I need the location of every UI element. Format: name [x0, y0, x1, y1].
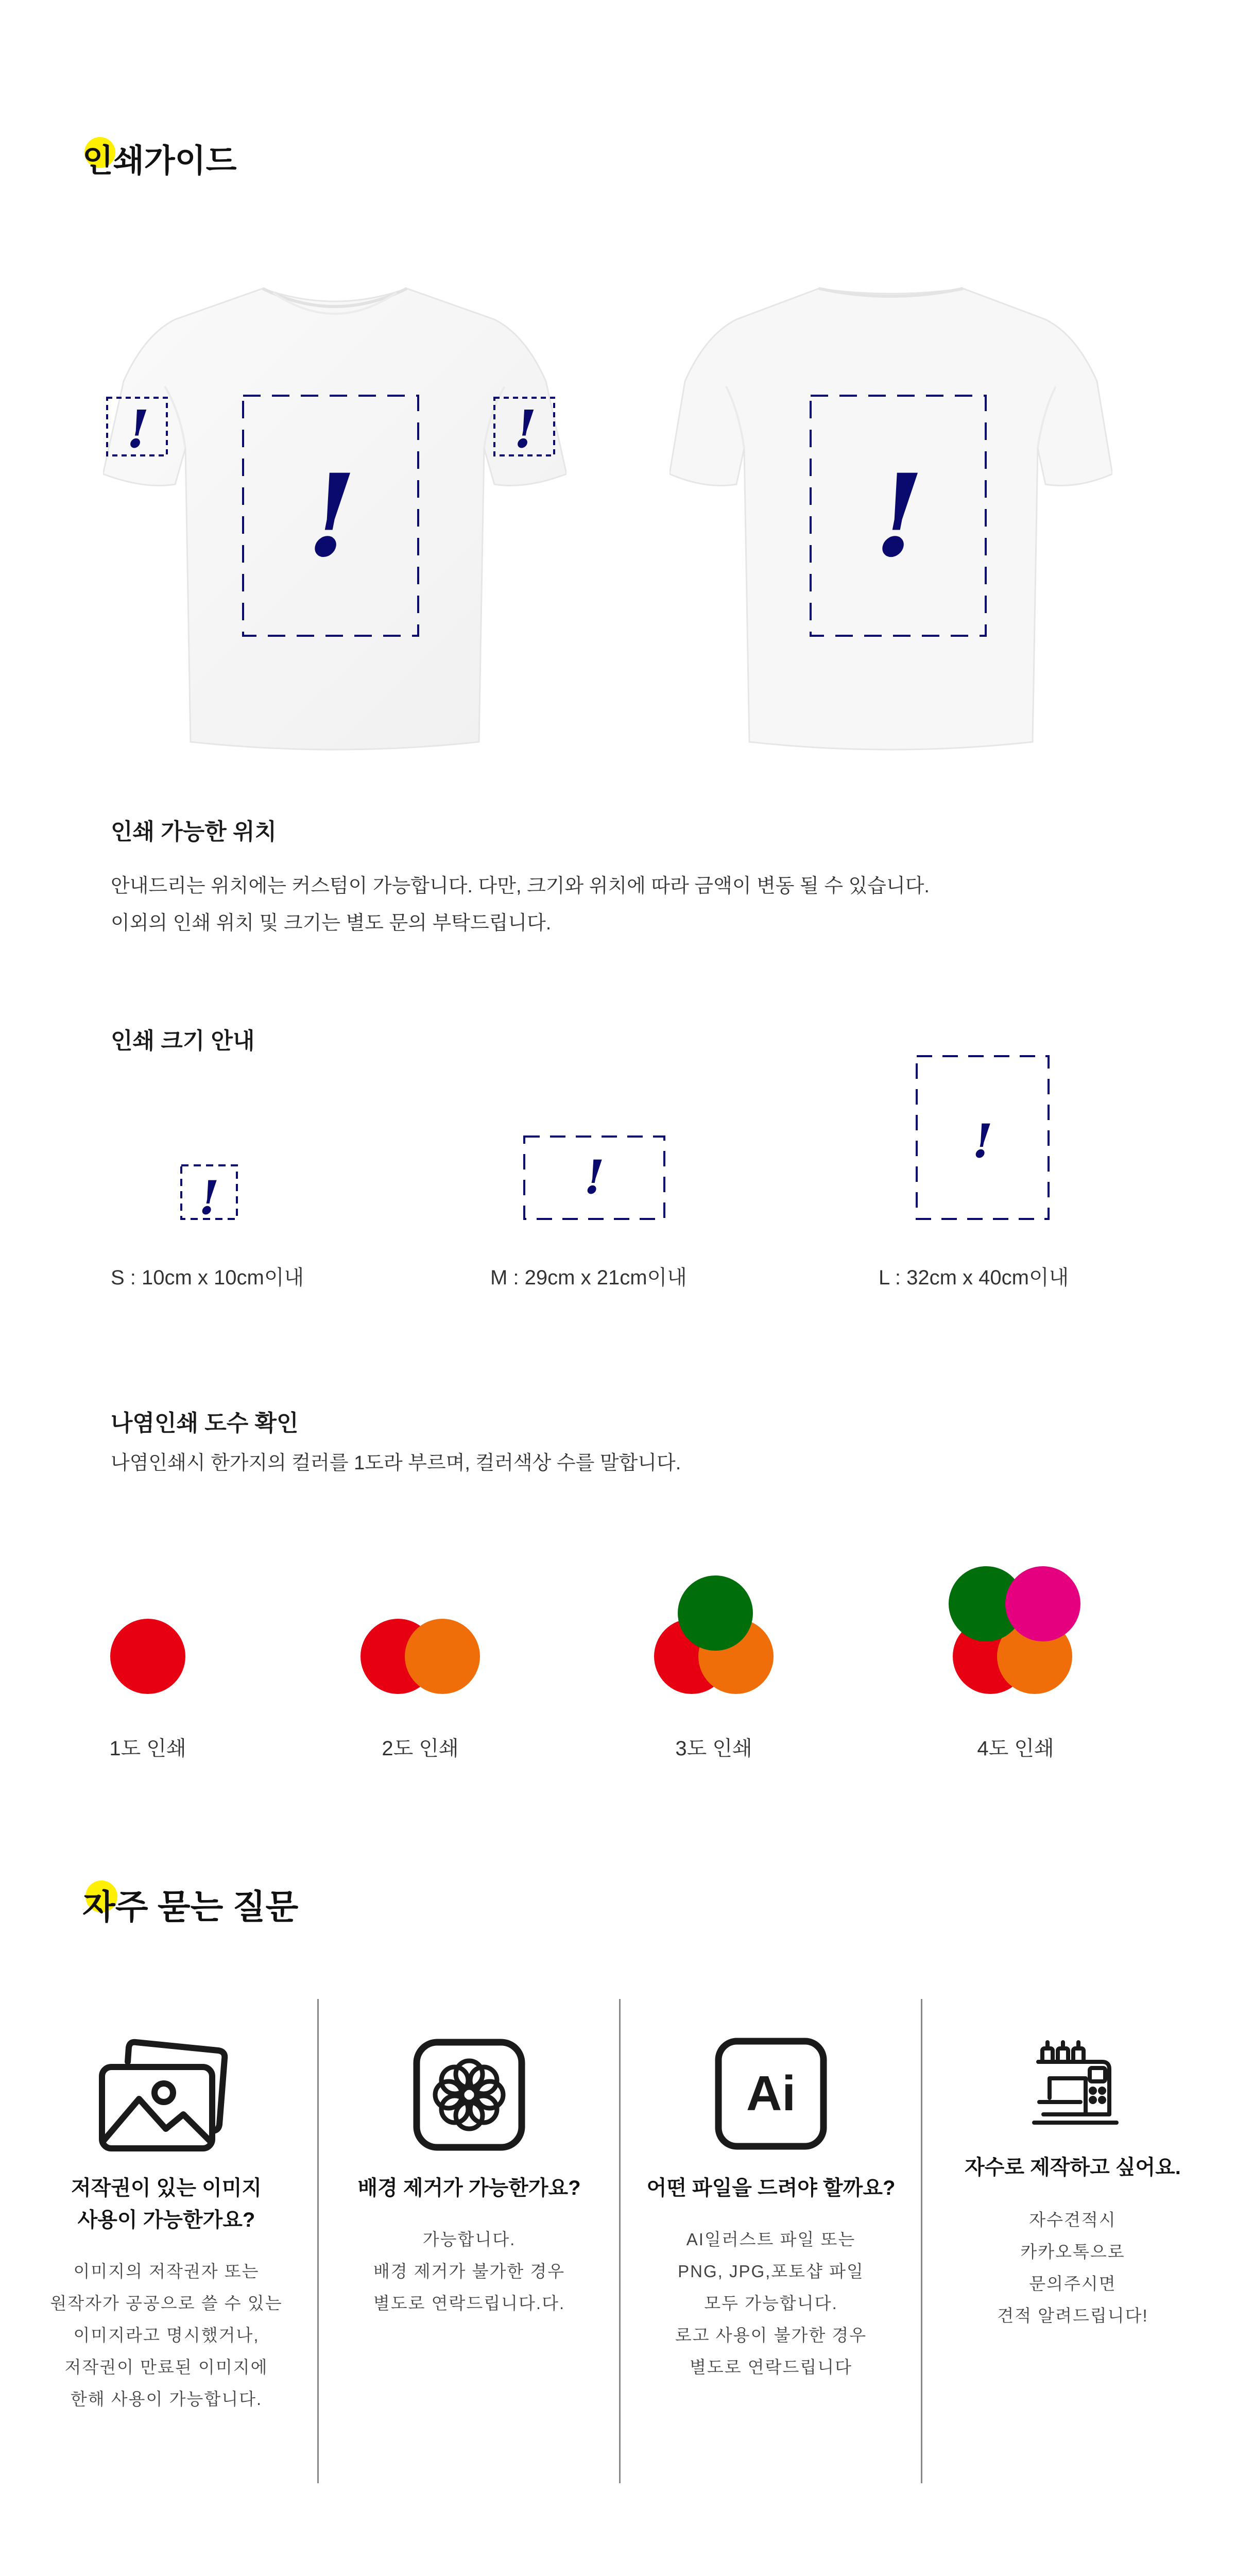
faq-answer-line: 한해 사용이 가능합니다. — [70, 2389, 263, 2409]
faq-answer-line: 견적 알려드립니다! — [997, 2306, 1148, 2325]
size-m-label: M : 29cm x 21cm이내 — [490, 1266, 687, 1289]
faq-answer-line: 배경 제거가 불가한 경우 — [373, 2262, 565, 2281]
faq-question-line: 자수로 제작하고 싶어요. — [965, 2156, 1181, 2179]
print-size-title: 인쇄 크기 안내 — [111, 1028, 255, 1054]
print-guide-heading: 인쇄가이드 — [82, 135, 236, 181]
exclamation-icon: ! — [584, 1150, 605, 1205]
color-count-desc: 나염인쇄시 한가지의 컬러를 1도라 부르며, 컬러색상 수를 말합니다. — [111, 1452, 681, 1474]
faq-heading: 자주 묻는 질문 — [82, 1879, 298, 1928]
faq-answer-line: 모두 가능합니다. — [704, 2294, 838, 2313]
color-count-2-label: 2도 인쇄 — [382, 1737, 459, 1760]
faq-answer-line: 별도로 연락드립니다 — [689, 2358, 853, 2377]
faq-divider — [921, 1999, 922, 2483]
faq-item-embroidery — [923, 1999, 1223, 2483]
color-circle-green — [678, 1575, 753, 1651]
print-position-desc-line1: 안내드리는 위치에는 커스텀이 가능합니다. 다만, 크기와 위치에 따라 금액이 변동 될 수 있습니다. — [111, 875, 930, 897]
faq-question-line: 저작권이 있는 이미지 — [71, 2177, 262, 2199]
print-area-overlay — [0, 0, 1236, 773]
color-count-title: 나염인쇄 도수 확인 — [111, 1411, 299, 1436]
exclamation-icon: ! — [306, 449, 357, 582]
faq-answer-line: 로고 사용이 불가한 경우 — [675, 2326, 867, 2345]
print-position-desc-line2: 이외의 인쇄 위치 및 크기는 별도 문의 부탁드립니다. — [111, 912, 552, 934]
faq-item-file-format — [621, 1999, 921, 2483]
faq-question-line: 어떤 파일을 드려야 할까요? — [646, 2177, 896, 2199]
faq-item-background-removal — [319, 1999, 619, 2483]
faq-answer-line: 원작자가 공공으로 쓸 수 있는 — [50, 2294, 283, 2313]
faq-answer-line: 저작권이 만료된 이미지에 — [64, 2358, 268, 2377]
exclamation-icon: ! — [972, 1114, 993, 1168]
color-count-3-label: 3도 인쇄 — [675, 1737, 752, 1760]
faq-answer-line: 이미지라고 명시했거나, — [73, 2326, 260, 2345]
faq-answer-line: 이미지의 저작권자 또는 — [73, 2262, 260, 2281]
exclamation-icon: ! — [199, 1171, 219, 1225]
color-circle-magenta — [1005, 1566, 1080, 1641]
exclamation-icon: ! — [874, 449, 924, 582]
faq-answer-line: 카카오톡으로 — [1020, 2242, 1125, 2261]
faq-answer-line: 문의주시면 — [1029, 2274, 1117, 2293]
sewing-machine-icon — [1029, 2037, 1122, 2130]
color-count-4-label: 4도 인쇄 — [977, 1737, 1054, 1760]
faq-divider — [317, 1999, 319, 2483]
faq-answer-line: 별도로 연락드립니다.다. — [373, 2294, 565, 2313]
print-position-title: 인쇄 가능한 위치 — [111, 819, 277, 844]
faq-answer-line: 자수견적시 — [1029, 2210, 1117, 2229]
faq-question-line: 사용이 가능한가요? — [77, 2209, 255, 2231]
color-circle-red — [110, 1619, 185, 1694]
color-count-1-label: 1도 인쇄 — [109, 1737, 186, 1760]
ai-file-icon — [714, 2037, 828, 2150]
svg-text:Ai: Ai — [746, 2066, 796, 2121]
size-guide-diagrams — [0, 1030, 1236, 1236]
faq-answer-line: AI일러스트 파일 또는 — [686, 2230, 856, 2249]
exclamation-icon: ! — [514, 399, 537, 460]
faq-question-line: 배경 제거가 가능한가요? — [357, 2177, 581, 2199]
size-s-label: S : 10cm x 10cm이내 — [111, 1266, 304, 1289]
color-circle-orange — [405, 1619, 480, 1694]
size-l-label: L : 32cm x 40cm이내 — [879, 1266, 1069, 1289]
faq-answer-line: PNG, JPG,포토샵 파일 — [678, 2262, 864, 2281]
flower-pattern-icon — [413, 2038, 526, 2151]
faq-divider — [619, 1999, 621, 2483]
faq-item-copyright — [16, 1999, 316, 2483]
image-gallery-icon — [97, 2037, 232, 2156]
faq-answer-line: 가능합니다. — [422, 2230, 516, 2249]
exclamation-icon: ! — [127, 399, 149, 460]
